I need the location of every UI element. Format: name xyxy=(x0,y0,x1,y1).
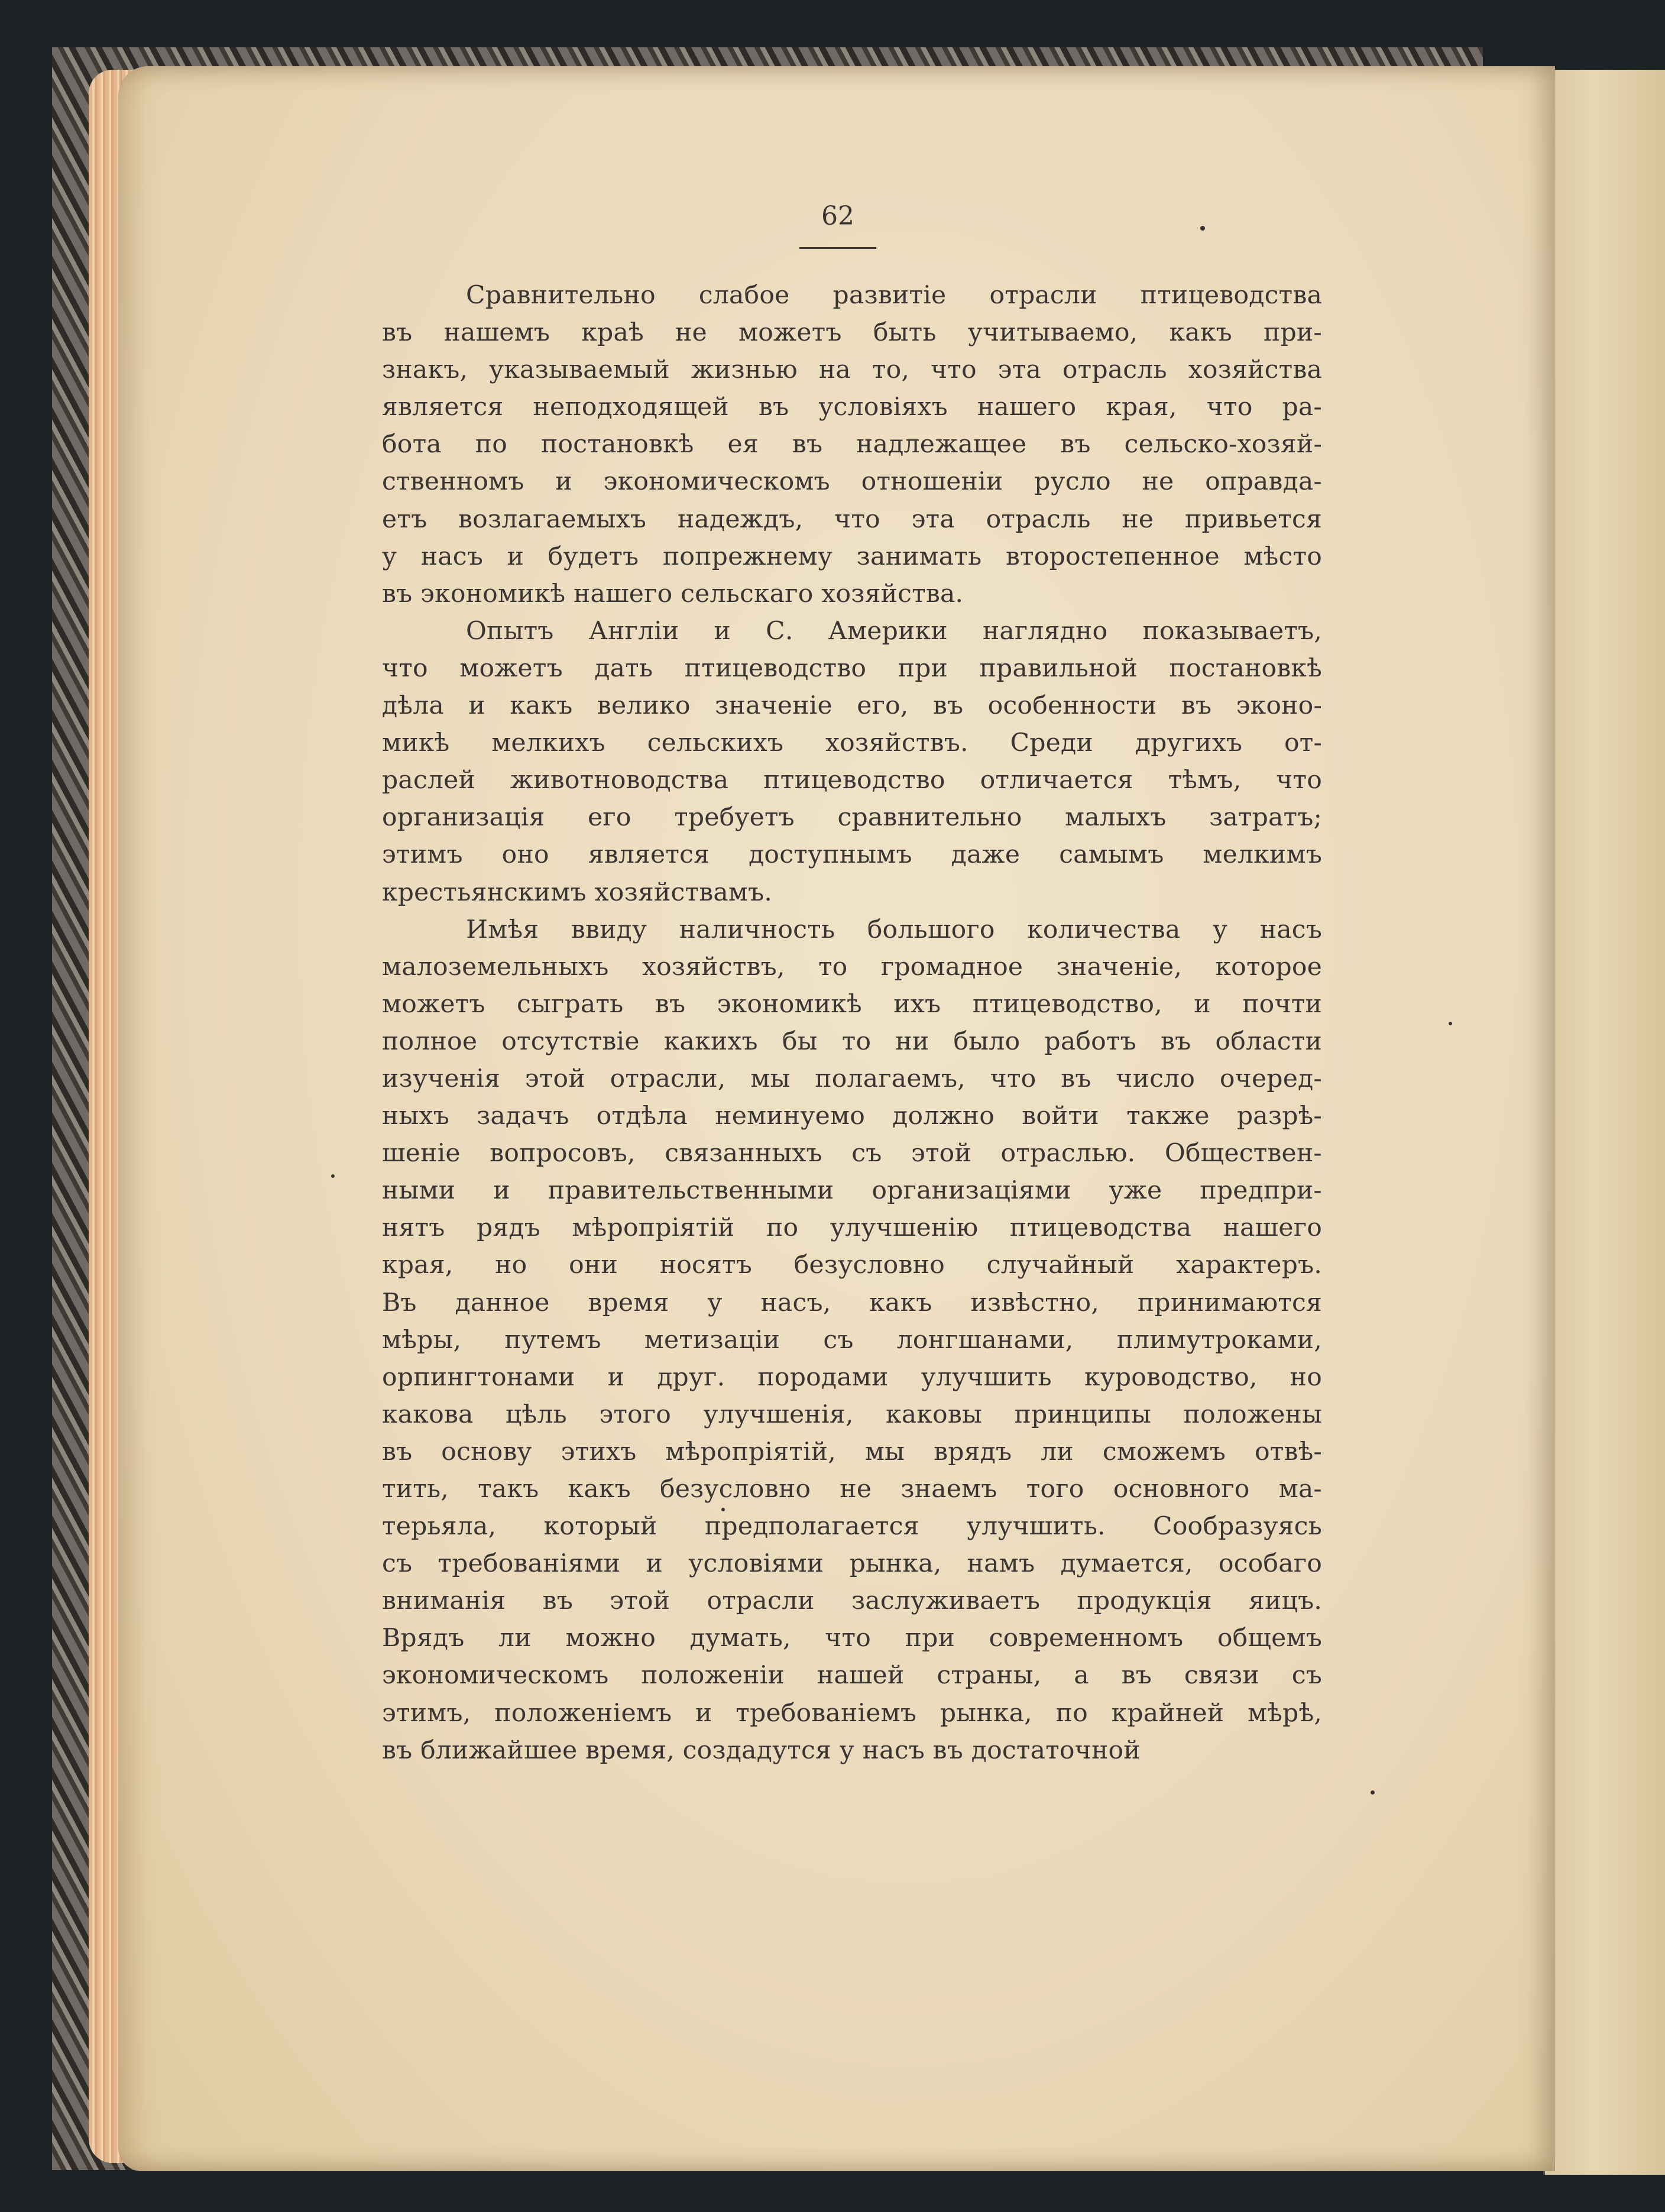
text-line: какова цѣль этого улучшенія, каковы принципы положены xyxy=(382,1400,1322,1429)
text-line: Сравнительно слабое развитіе отрасли птицеводства xyxy=(466,281,1322,310)
text-line: края, но они носятъ безусловно случайный характеръ. xyxy=(382,1251,1322,1280)
text-line: нятъ рядъ мѣропріятій по улучшенію птицеводства нашего xyxy=(382,1213,1322,1243)
text-line: мѣры, путемъ метизаціи съ лонгшанами, плимутроками, xyxy=(382,1325,1322,1355)
print-speck xyxy=(1449,1022,1452,1025)
text-line: въ ближайшее время, создадутся у насъ въ достаточной xyxy=(382,1735,1141,1765)
text-line: шеніе вопросовъ, связанныхъ съ этой отраслью. Обществен- xyxy=(382,1139,1322,1168)
text-line: дѣла и какъ велико значеніе его, въ особенности въ эконо- xyxy=(382,691,1322,721)
text-line: у насъ и будетъ попрежнему занимать второстепенное мѣсто xyxy=(382,542,1322,571)
text-line: въ экономикѣ нашего сельскаго хозяйства. xyxy=(382,579,964,608)
text-line: этимъ, положеніемъ и требованіемъ рынка, по крайней мѣрѣ, xyxy=(382,1698,1322,1728)
text-line: этимъ оно является доступнымъ даже самымъ мелкимъ xyxy=(382,840,1322,870)
page-number: 62 xyxy=(821,201,854,231)
text-line: что можетъ дать птицеводство при правильной постановкѣ xyxy=(382,653,1322,683)
text-line: полное отсутствіе какихъ бы то ни было работъ въ области xyxy=(382,1026,1322,1056)
text-line: бота по постановкѣ ея въ надлежащее въ сельско-хозяй- xyxy=(382,430,1322,459)
header-rule xyxy=(799,247,876,249)
text-line: знакъ, указываемый жизнью на то, что эта отрасль хозяйства xyxy=(382,355,1322,385)
text-line: етъ возлагаемыхъ надеждъ, что эта отрасль не привьется xyxy=(382,504,1322,534)
text-line: Имѣя ввиду наличность большого количества у насъ xyxy=(466,915,1322,944)
print-speck xyxy=(1200,226,1205,231)
text-line: изученія этой отрасли, мы полагаемъ, что въ число очеред- xyxy=(382,1064,1322,1093)
text-line: можетъ сыграть въ экономикѣ ихъ птицеводство, и почти xyxy=(382,989,1322,1019)
text-line: ными и правительственными организаціями уже предпри- xyxy=(382,1176,1322,1206)
paragraph xyxy=(382,911,1322,1769)
print-speck xyxy=(721,1508,725,1511)
text-line: Опытъ Англіи и С. Америки наглядно показываетъ, xyxy=(466,616,1322,646)
text-line: является неподходящей въ условіяхъ нашего края, что ра- xyxy=(382,393,1322,422)
text-line: въ основу этихъ мѣропріятій, мы врядъ ли сможемъ отвѣ- xyxy=(382,1437,1322,1466)
text-line: Въ данное время у насъ, какъ извѣстно, принимаются xyxy=(382,1288,1322,1317)
page-body-text xyxy=(382,277,1322,1769)
text-line: ныхъ задачъ отдѣла неминуемо должно войти также разрѣ- xyxy=(382,1102,1322,1131)
text-line: ственномъ и экономическомъ отношеніи русло не оправда- xyxy=(382,467,1322,497)
text-line: съ требованіями и условіями рынка, намъ думается, особаго xyxy=(382,1549,1322,1579)
print-speck xyxy=(1371,1790,1375,1795)
text-line: вниманія въ этой отрасли заслуживаетъ продукція яицъ. xyxy=(382,1586,1322,1616)
text-line: орпингтонами и друг. породами улучшить куроводство, но xyxy=(382,1362,1322,1392)
print-speck xyxy=(331,1174,335,1178)
next-page-edge xyxy=(1543,70,1665,2175)
text-line: въ нашемъ краѣ не можетъ быть учитываемо, какъ при- xyxy=(382,318,1322,348)
text-line: микѣ мелкихъ сельскихъ хозяйствъ. Среди другихъ от- xyxy=(382,728,1322,758)
text-line: экономическомъ положеніи нашей страны, а въ связи съ xyxy=(382,1661,1322,1690)
text-line: терьяла, который предполагается улучшить. Сообразуясь xyxy=(382,1512,1322,1541)
text-line: малоземельныхъ хозяйствъ, то громадное значеніе, которое xyxy=(382,952,1322,982)
text-line: организація его требуетъ сравнительно малыхъ затратъ; xyxy=(382,803,1322,833)
text-line: раслей животноводства птицеводство отличается тѣмъ, что xyxy=(382,766,1322,795)
text-line: Врядъ ли можно думать, что при современномъ общемъ xyxy=(382,1624,1322,1653)
paragraph xyxy=(382,613,1322,911)
paragraph xyxy=(382,277,1322,613)
text-line: тить, такъ какъ безусловно не знаемъ того основного ма- xyxy=(382,1475,1322,1504)
text-line: крестьянскимъ хозяйствамъ. xyxy=(382,877,773,907)
